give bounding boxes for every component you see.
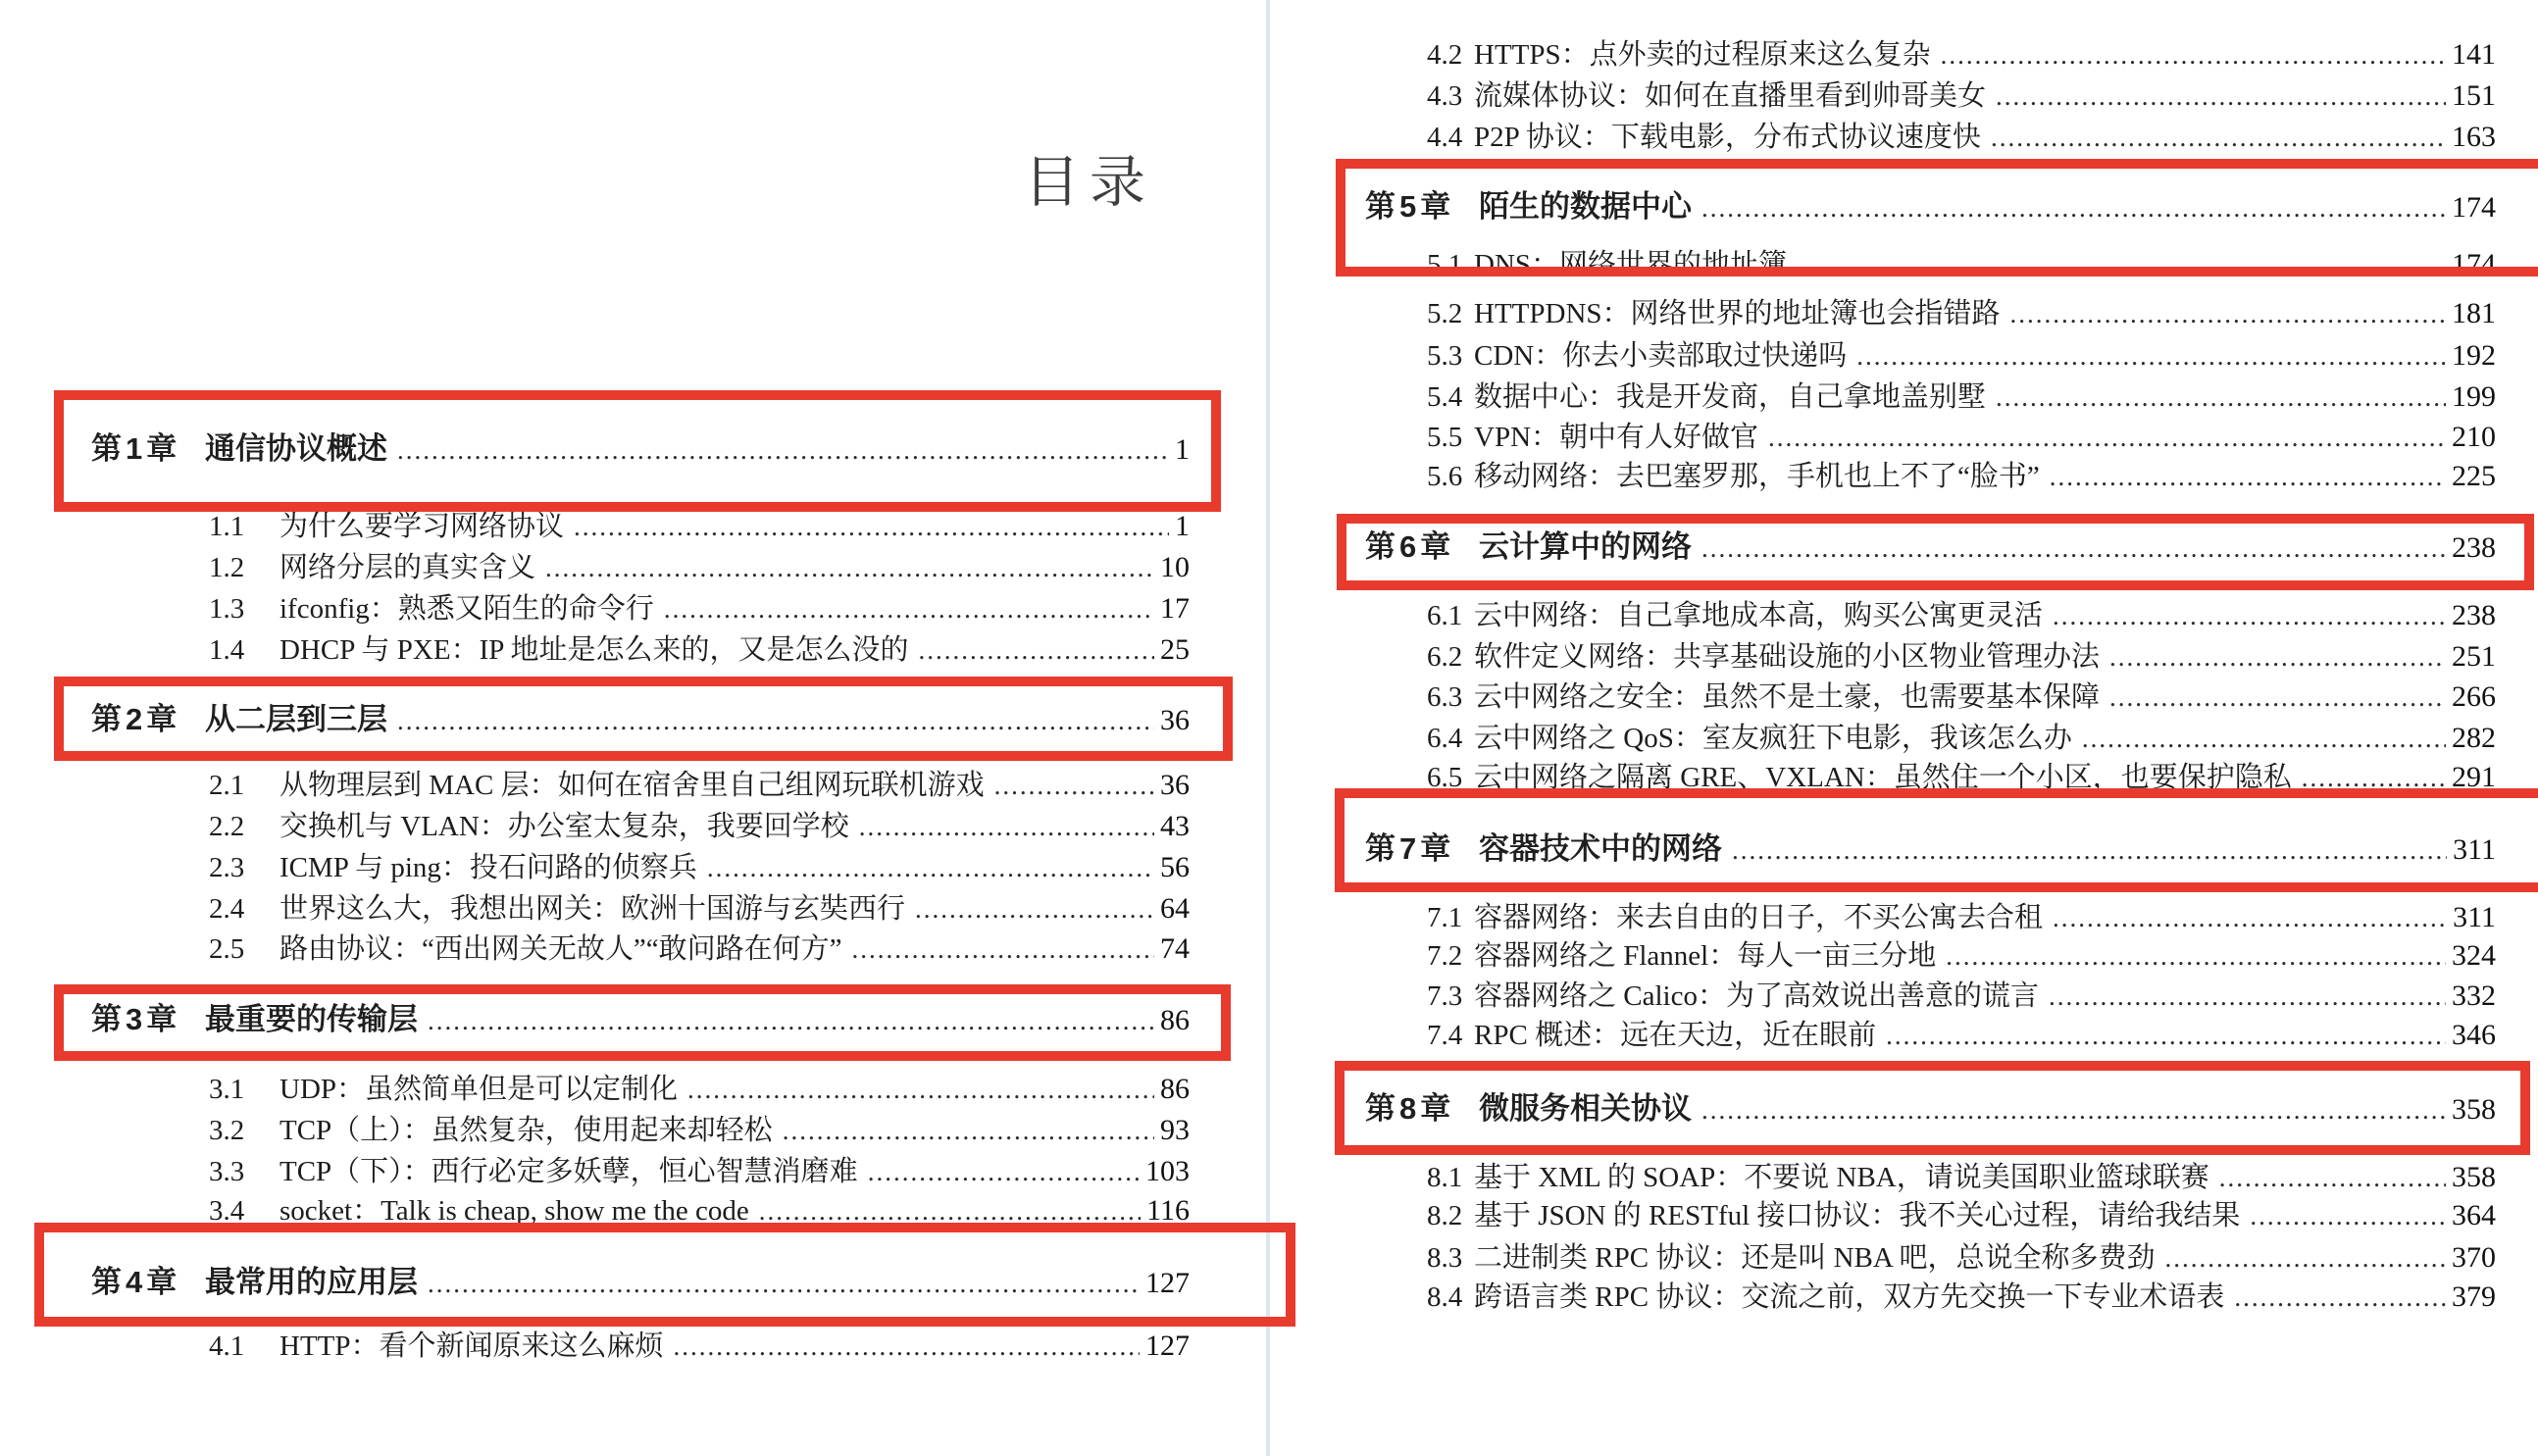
- dot-leader: [687, 1075, 1154, 1105]
- item-number: 3.1: [209, 1074, 245, 1105]
- item-number: 5.5: [1427, 422, 1463, 453]
- page-number: 358: [2452, 1093, 2496, 1126]
- chapter-title: 最常用的应用层: [205, 1265, 418, 1299]
- dot-leader: [2050, 462, 2446, 492]
- item-title: 容器网络：来去自由的日子，不买公寓去合租: [1474, 902, 2044, 933]
- toc-item-row: [1427, 1013, 2496, 1054]
- item-title: 为什么要学习网络协议: [279, 511, 565, 542]
- page-number: 64: [1160, 892, 1190, 925]
- item-title: 容器网络之 Flannel：每人一亩三分地: [1474, 940, 1937, 972]
- page-number: 141: [2452, 38, 2496, 71]
- page-number: 163: [2452, 121, 2496, 153]
- toc-item-row: [209, 1067, 1190, 1108]
- dot-leader: [1768, 423, 2446, 453]
- page-number: 266: [2452, 680, 2496, 713]
- chapter-title: 通信协议概述: [205, 431, 387, 466]
- toc-item-row: [209, 504, 1190, 545]
- page-number: 311: [2453, 901, 2496, 933]
- item-title: 交换机与 VLAN：办公室太复杂，我要回学校: [279, 811, 849, 842]
- dot-leader: [1991, 123, 2446, 153]
- dot-leader: [1941, 40, 2446, 71]
- toc-item-row: [1427, 291, 2496, 332]
- item-number: 3.4: [209, 1195, 245, 1227]
- toc-item-row: [209, 763, 1190, 804]
- item-number: 4.4: [1427, 122, 1463, 153]
- toc-chapter-row: [1365, 1083, 2496, 1125]
- page-number: 1: [1175, 433, 1190, 466]
- dot-leader: [2053, 601, 2446, 631]
- toc-item-row: [209, 1188, 1190, 1230]
- page-number: 199: [2452, 380, 2496, 413]
- page-number: 86: [1160, 1004, 1190, 1036]
- toc-item-row: [1427, 415, 2496, 456]
- toc-item-row: [1427, 32, 2496, 74]
- page-number: 370: [2452, 1241, 2496, 1274]
- toc-item-row: [209, 1324, 1190, 1365]
- item-title: VPN：朝中有人好做官: [1474, 422, 1759, 453]
- item-title: 网络分层的真实含义: [279, 552, 536, 583]
- dot-leader: [707, 853, 1154, 883]
- toc-item-row: [209, 545, 1190, 586]
- dot-leader: [1946, 941, 2446, 972]
- item-number: 8.3: [1427, 1242, 1463, 1274]
- dot-leader: [919, 635, 1154, 666]
- page-number: 93: [1160, 1114, 1190, 1146]
- item-number: 6.3: [1427, 681, 1463, 713]
- chapter-number: 第5章: [1365, 189, 1455, 224]
- dot-leader: [1996, 81, 2446, 112]
- toc-item-row: [1427, 115, 2496, 156]
- page-number: 251: [2452, 640, 2496, 673]
- dot-leader: [2053, 903, 2447, 933]
- item-title: socket：Talk is cheap, show me the code: [279, 1195, 749, 1227]
- page-number: 364: [2452, 1199, 2496, 1231]
- page-number: 103: [1145, 1155, 1190, 1187]
- item-number: 5.6: [1427, 461, 1463, 492]
- item-number: 5.4: [1427, 381, 1463, 413]
- toc-item-row: [1427, 895, 2496, 936]
- item-number: 2.2: [209, 811, 245, 842]
- item-title: CDN：你去小卖部取过快递吗: [1474, 340, 1848, 372]
- item-title: ICMP 与 ping：投石问路的侦察兵: [279, 852, 697, 883]
- item-number: 4.3: [1427, 80, 1463, 112]
- toc-item-row: [1427, 74, 2496, 115]
- item-number: 5.2: [1427, 298, 1463, 329]
- item-number: 6.4: [1427, 723, 1463, 754]
- dot-leader: [2109, 682, 2446, 713]
- toc-item-row: [1427, 375, 2496, 416]
- item-title: 云中网络之 QoS：室友疯狂下电影，我该怎么办: [1474, 723, 2072, 754]
- chapter-number: 第1章: [91, 431, 181, 466]
- toc-item-row: [1427, 675, 2496, 716]
- page-number: 291: [2452, 761, 2496, 793]
- dot-leader: [1856, 341, 2446, 372]
- item-number: 2.1: [209, 770, 245, 801]
- item-number: 1.4: [209, 634, 245, 666]
- dot-leader: [1797, 250, 2446, 280]
- chapter-title: 最重要的传输层: [205, 1002, 418, 1036]
- toc-chapter-row: [1365, 824, 2496, 865]
- item-title: 云中网络之安全：虽然不是土豪，也需要基本保障: [1474, 681, 2101, 713]
- item-number: 5.3: [1427, 340, 1463, 372]
- dot-leader: [1701, 1095, 2446, 1126]
- item-number: 5.1: [1427, 249, 1463, 280]
- dot-leader: [2082, 724, 2446, 754]
- item-number: 1.2: [209, 552, 245, 583]
- page-number: 238: [2452, 599, 2496, 631]
- chapter-number: 第7章: [1365, 831, 1455, 866]
- toc-item-row: [1427, 593, 2496, 634]
- item-title: 流媒体协议：如何在直播里看到帅哥美女: [1474, 80, 1987, 112]
- item-title: HTTPDNS：网络世界的地址簿也会指错路: [1474, 298, 2001, 329]
- chapter-title: 容器技术中的网络: [1479, 831, 1722, 866]
- chapter-title: 陌生的数据中心: [1479, 189, 1692, 224]
- chapter-title: 从二层到三层: [205, 702, 387, 736]
- page-number: 192: [2452, 339, 2496, 372]
- item-number: 2.3: [209, 852, 245, 883]
- toc-item-row: [209, 1108, 1190, 1149]
- page-number: 25: [1160, 633, 1190, 666]
- toc-chapter-row: [1365, 522, 2496, 563]
- toc-item-row: [1427, 1193, 2496, 1234]
- item-title: 基于 XML 的 SOAP：不要说 NBA，请说美国职业篮球联赛: [1474, 1162, 2209, 1193]
- page-number: 43: [1160, 810, 1190, 842]
- chapter-number: 第4章: [91, 1265, 181, 1299]
- toc-item-row: [209, 1149, 1190, 1190]
- item-title: 云中网络：自己拿地成本高，购买公寓更灵活: [1474, 600, 2044, 631]
- item-title: 移动网络：去巴塞罗那，手机也上不了“脸书”: [1474, 461, 2040, 492]
- page-number: 127: [1145, 1330, 1190, 1362]
- dot-leader: [852, 934, 1155, 965]
- dot-leader: [2010, 299, 2446, 329]
- dot-leader: [868, 1157, 1140, 1187]
- page-number: 174: [2452, 248, 2496, 280]
- toc-chapter-row: [91, 694, 1190, 735]
- page-number: 174: [2452, 191, 2496, 224]
- item-title: 从物理层到 MAC 层：如何在宿舍里自己组网玩联机游戏: [279, 770, 985, 801]
- item-title: 基于 JSON 的 RESTful 接口协议：我不关心过程，请给我结果: [1474, 1200, 2241, 1231]
- dot-leader: [994, 771, 1154, 801]
- page-number: 36: [1160, 769, 1190, 801]
- dot-leader: [1996, 382, 2446, 413]
- toc-item-row: [1427, 933, 2496, 975]
- chapter-number: 第6章: [1365, 529, 1455, 564]
- page-number: 181: [2452, 297, 2496, 329]
- dot-leader: [428, 1006, 1154, 1036]
- item-number: 8.2: [1427, 1200, 1463, 1231]
- item-title: TCP（上）：虽然复杂，使用起来却轻松: [279, 1115, 773, 1146]
- toc-item-row: [1427, 1235, 2496, 1277]
- item-title: 跨语言类 RPC 协议：交流之前，双方先交换一下专业术语表: [1474, 1281, 2225, 1313]
- dot-leader: [2234, 1282, 2446, 1313]
- chapter-number: 第3章: [91, 1002, 181, 1036]
- toc-item-row: [1427, 242, 2496, 283]
- chapter-title: 云计算中的网络: [1479, 529, 1692, 564]
- item-number: 6.1: [1427, 600, 1463, 631]
- item-title: HTTPS：点外卖的过程原来这么复杂: [1474, 39, 1931, 71]
- dot-leader: [759, 1196, 1141, 1227]
- page-number: 358: [2452, 1161, 2496, 1193]
- page-number: 379: [2452, 1280, 2496, 1313]
- item-title: TCP（下）：西行必定多妖孽，恒心智慧消磨难: [279, 1156, 858, 1187]
- page-number: 282: [2452, 722, 2496, 754]
- dot-leader: [859, 812, 1154, 842]
- dot-leader: [428, 1269, 1140, 1299]
- dot-leader: [545, 553, 1154, 583]
- chapter-title: 微服务相关协议: [1479, 1091, 1692, 1126]
- page-number: 127: [1145, 1267, 1190, 1299]
- item-number: 7.4: [1427, 1020, 1463, 1051]
- item-number: 8.4: [1427, 1281, 1463, 1313]
- page-number: 238: [2452, 531, 2496, 564]
- page-divider: [1266, 0, 1270, 1456]
- page-number: 17: [1160, 592, 1190, 625]
- toc-item-row: [209, 586, 1190, 628]
- dot-leader: [2219, 1163, 2446, 1193]
- toc-chapter-row: [91, 994, 1190, 1035]
- dot-leader: [783, 1116, 1154, 1146]
- page-number: 56: [1160, 851, 1190, 883]
- page-number: 346: [2452, 1019, 2496, 1051]
- item-number: 7.2: [1427, 940, 1463, 972]
- toc-item-row: [1427, 755, 2496, 796]
- item-number: 1.1: [209, 511, 245, 542]
- toc-chapter-row: [91, 1257, 1190, 1298]
- item-number: 6.5: [1427, 762, 1463, 793]
- toc-item-row: [1427, 634, 2496, 676]
- dot-leader: [574, 512, 1169, 542]
- page-number: 332: [2452, 979, 2496, 1012]
- page-number: 324: [2452, 939, 2496, 972]
- toc-item-row: [1427, 1155, 2496, 1196]
- item-title: RPC 概述：远在天边，近在眼前: [1474, 1020, 1877, 1051]
- dot-leader: [1701, 533, 2446, 564]
- toc-item-row: [1427, 333, 2496, 375]
- item-number: 2.5: [209, 933, 245, 965]
- page-number: 74: [1160, 932, 1190, 965]
- toc-item-row: [1427, 1275, 2496, 1316]
- dot-leader: [397, 706, 1154, 736]
- dot-leader: [1886, 1021, 2446, 1051]
- page-number: 86: [1160, 1073, 1190, 1105]
- item-number: 8.1: [1427, 1162, 1463, 1193]
- dot-leader: [2164, 1243, 2446, 1274]
- dot-leader: [397, 435, 1169, 466]
- item-title: 软件定义网络：共享基础设施的小区物业管理办法: [1474, 641, 2101, 673]
- dot-leader: [915, 894, 1154, 925]
- item-title: 容器网络之 Calico：为了高效说出善意的谎言: [1474, 980, 2039, 1012]
- chapter-number: 第2章: [91, 702, 181, 736]
- dot-leader: [1701, 193, 2446, 224]
- toc-item-row: [209, 927, 1190, 968]
- item-title: 世界这么大，我想出网关：欧洲十国游与玄奘西行: [279, 893, 906, 925]
- toc-item-row: [209, 886, 1190, 928]
- item-number: 3.2: [209, 1115, 245, 1146]
- toc-item-row: [209, 628, 1190, 669]
- page-number: 1: [1175, 510, 1190, 542]
- toc-item-row: [1427, 974, 2496, 1015]
- item-number: 4.2: [1427, 39, 1463, 71]
- item-number: 3.3: [209, 1156, 245, 1187]
- toc-item-row: [1427, 716, 2496, 757]
- item-title: 二进制类 RPC 协议：还是叫 NBA 吧，总说全称多费劲: [1474, 1242, 2156, 1274]
- item-number: 2.4: [209, 893, 245, 925]
- page-number: 36: [1160, 704, 1190, 736]
- page-number: 10: [1160, 551, 1190, 583]
- dot-leader: [674, 1331, 1140, 1362]
- dot-leader: [1732, 835, 2447, 866]
- dot-leader: [2250, 1201, 2446, 1231]
- item-title: 云中网络之隔离 GRE、VXLAN：虽然住一个小区，也要保护隐私: [1474, 762, 2292, 793]
- dot-leader: [2109, 642, 2446, 673]
- item-title: ifconfig：熟悉又陌生的命令行: [279, 593, 654, 625]
- chapter-number: 第8章: [1365, 1091, 1455, 1126]
- page-number: 116: [1146, 1194, 1190, 1227]
- dot-leader: [2302, 763, 2446, 793]
- toc-title: 目录: [1024, 151, 1155, 214]
- page-number: 210: [2452, 421, 2496, 453]
- item-number: 4.1: [209, 1330, 245, 1362]
- toc-item-row: [209, 845, 1190, 886]
- item-title: DHCP 与 PXE：IP 地址是怎么来的，又是怎么没的: [279, 634, 909, 666]
- toc-item-row: [1427, 454, 2496, 495]
- page-number: 225: [2452, 460, 2496, 492]
- item-number: 7.1: [1427, 902, 1463, 933]
- item-number: 7.3: [1427, 980, 1463, 1012]
- item-title: DNS：网络世界的地址簿: [1474, 249, 1788, 280]
- item-title: 数据中心：我是开发商，自己拿地盖别墅: [1474, 381, 1987, 413]
- toc-chapter-row: [1365, 181, 2496, 223]
- item-number: 1.3: [209, 593, 245, 625]
- dot-leader: [664, 594, 1154, 625]
- toc-item-row: [209, 804, 1190, 845]
- item-title: HTTP：看个新闻原来这么麻烦: [279, 1330, 664, 1362]
- item-title: UDP：虽然简单但是可以定制化: [279, 1074, 679, 1105]
- dot-leader: [2049, 981, 2446, 1012]
- page-number: 151: [2452, 79, 2496, 112]
- item-title: P2P 协议：下载电影，分布式协议速度快: [1474, 122, 1981, 153]
- toc-chapter-row: [91, 424, 1190, 465]
- item-number: 6.2: [1427, 641, 1463, 673]
- page-number: 311: [2453, 833, 2496, 866]
- item-title: 路由协议：“西出网关无故人”“敢问路在何方”: [279, 933, 842, 965]
